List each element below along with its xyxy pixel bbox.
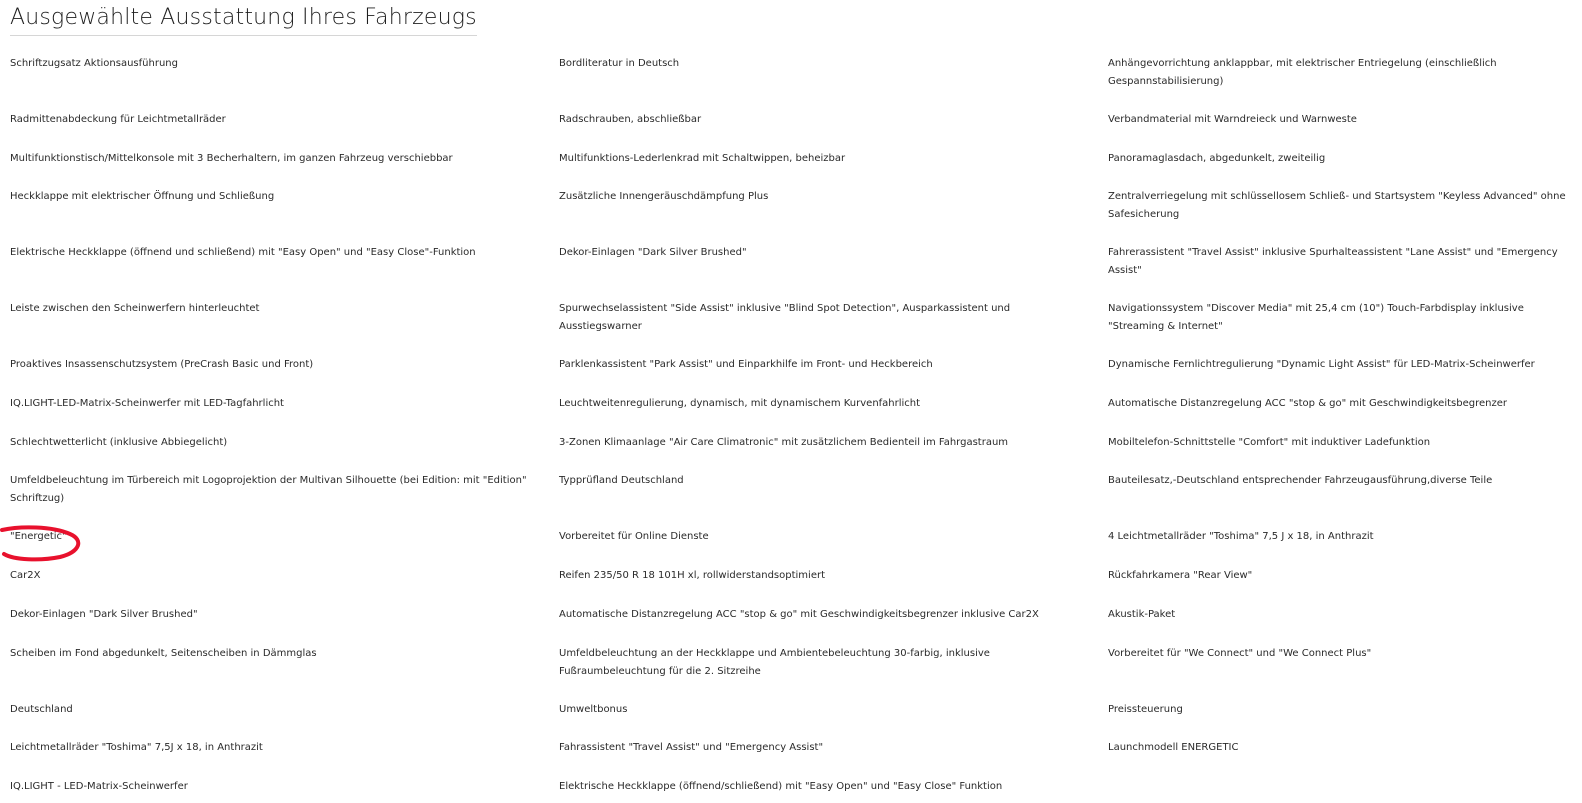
equipment-item: Vorbereitet für "We Connect" und "We Connect Plus" [1108, 647, 1372, 659]
equipment-item: Mobiltelefon-Schnittstelle "Comfort" mit induktiver Ladefunktion [1108, 436, 1431, 448]
equipment-item: Zusätzliche Innengeräuschdämpfung Plus [559, 191, 769, 203]
equipment-item: Leiste zwischen den Scheinwerfern hinterleuchtet [10, 303, 260, 315]
equipment-item: Dekor-Einlagen "Dark Silver Brushed" [559, 247, 747, 259]
equipment-item: Panoramaglasdach, abgedunkelt, zweiteilig [1108, 152, 1326, 164]
equipment-item: Umfeldbeleuchtung an der Heckklappe und Ambientebeleuchtung 30-farbig, inklusive Fußraumbeleuchtung für die 2. Sitzreihe [559, 647, 990, 677]
equipment-item: Heckklappe mit elektrischer Öffnung und Schließung [10, 191, 275, 203]
equipment-item: Parklenkassistent "Park Assist" und Einparkhilfe im Front- und Heckbereich [559, 359, 933, 371]
equipment-item: Proaktives Insassenschutzsystem (PreCrash Basic und Front) [10, 359, 314, 371]
equipment-item: Deutschland [10, 703, 73, 715]
equipment-item: Scheiben im Fond abgedunkelt, Seitenscheiben in Dämmglas [10, 647, 317, 659]
equipment-item: Schriftzugsatz Aktionsausführung [10, 58, 178, 69]
equipment-item: Anhängevorrichtung anklappbar, mit elektrischer Entriegelung (einschließlich Gespannstabilisierung) [1108, 58, 1497, 87]
equipment-item: Multifunktionstisch/Mittelkonsole mit 3 Becherhaltern, im ganzen Fahrzeug verschiebbar [10, 152, 453, 164]
equipment-item: Automatische Distanzregelung ACC "stop & go" mit Geschwindigkeitsbegrenzer [1108, 398, 1507, 410]
equipment-item: Umweltbonus [559, 703, 628, 715]
equipment-item: IQ.LIGHT - LED-Matrix-Scheinwerfer [10, 780, 188, 792]
equipment-item: Car2X [10, 570, 41, 582]
equipment-item: Navigationssystem "Discover Media" mit 25,4 cm (10") Touch-Farbdisplay inklusive "Streaming & Internet" [1108, 303, 1524, 333]
equipment-item: Multifunktions-Lederlenkrad mit Schaltwippen, beheizbar [559, 152, 846, 164]
equipment-item: Schlechtwetterlicht (inklusive Abbiegelicht) [10, 436, 228, 448]
equipment-item: Radmittenabdeckung für Leichtmetallräder [10, 114, 226, 125]
equipment-item: Bordliteratur in Deutsch [559, 58, 680, 69]
equipment-item: Leichtmetallräder "Toshima" 7,5J x 18, in Anthrazit [10, 742, 263, 754]
equipment-item: Dynamische Fernlichtregulierung "Dynamic Light Assist" für LED-Matrix-Scheinwerfer [1108, 359, 1535, 371]
equipment-item: 4 Leichtmetallräder "Toshima" 7,5 J x 18, in Anthrazit [1108, 531, 1374, 543]
equipment-item: Launchmodell ENERGETIC [1108, 742, 1239, 754]
page-title: Ausgewählte Ausstattung Ihres Fahrzeugs [10, 4, 477, 36]
equipment-item: Fahrassistent "Travel Assist" und "Emergency Assist" [559, 742, 824, 754]
equipment-item: Typprüfland Deutschland [559, 475, 684, 487]
equipment-item: Reifen 235/50 R 18 101H xl, rollwiderstandsoptimiert [559, 570, 826, 582]
equipment-item: "Energetic" [10, 531, 67, 543]
equipment-item: Dekor-Einlagen "Dark Silver Brushed" [10, 608, 198, 620]
equipment-item: Spurwechselassistent "Side Assist" inklusive "Blind Spot Detection", Ausparkassistent und Ausstiegswarner [559, 303, 1011, 333]
equipment-item: Elektrische Heckklappe (öffnend und schließend) mit "Easy Open" und "Easy Close"-Funktion [10, 247, 476, 259]
equipment-item: Umfeldbeleuchtung im Türbereich mit Logoprojektion der Multivan Silhouette (bei Edition: mit "Edition" Schriftzug) [10, 475, 527, 505]
equipment-item: Fahrerassistent "Travel Assist" inklusive Spurhalteassistent "Lane Assist" und "Emergency Assist" [1108, 247, 1558, 277]
equipment-item: Preissteuerung [1108, 703, 1183, 715]
equipment-item: Automatische Distanzregelung ACC "stop & go" mit Geschwindigkeitsbegrenzer inklusive Car2X [559, 608, 1039, 620]
equipment-item: Elektrische Heckklappe (öffnend/schließend) mit "Easy Open" und "Easy Close" Funktion [559, 780, 1003, 792]
equipment-item: Bauteilesatz,-Deutschland entsprechender Fahrzeugausführung,diverse Teile [1108, 475, 1493, 487]
equipment-item [1108, 776, 1570, 803]
equipment-item: Radschrauben, abschließbar [559, 114, 702, 125]
equipment-item: Verbandmaterial mit Warndreieck und Warnweste [1108, 114, 1357, 125]
equipment-item: 3-Zonen Klimaanlage "Air Care Climatronic" mit zusätzlichem Bedienteil im Fahrgastraum [559, 436, 1009, 448]
equipment-item: IQ.LIGHT-LED-Matrix-Scheinwerfer mit LED-Tagfahrlicht [10, 398, 284, 410]
equipment-item: Vorbereitet für Online Dienste [559, 531, 709, 543]
equipment-grid [10, 53, 1570, 803]
equipment-item: Leuchtweitenregulierung, dynamisch, mit dynamischem Kurvenfahrlicht [559, 398, 921, 410]
equipment-item: Akustik-Paket [1108, 608, 1176, 620]
equipment-item: Rückfahrkamera "Rear View" [1108, 570, 1253, 582]
equipment-item: Zentralverriegelung mit schlüssellosem Schließ- und Startsystem "Keyless Advanced" ohne Safesicherung [1108, 191, 1566, 221]
